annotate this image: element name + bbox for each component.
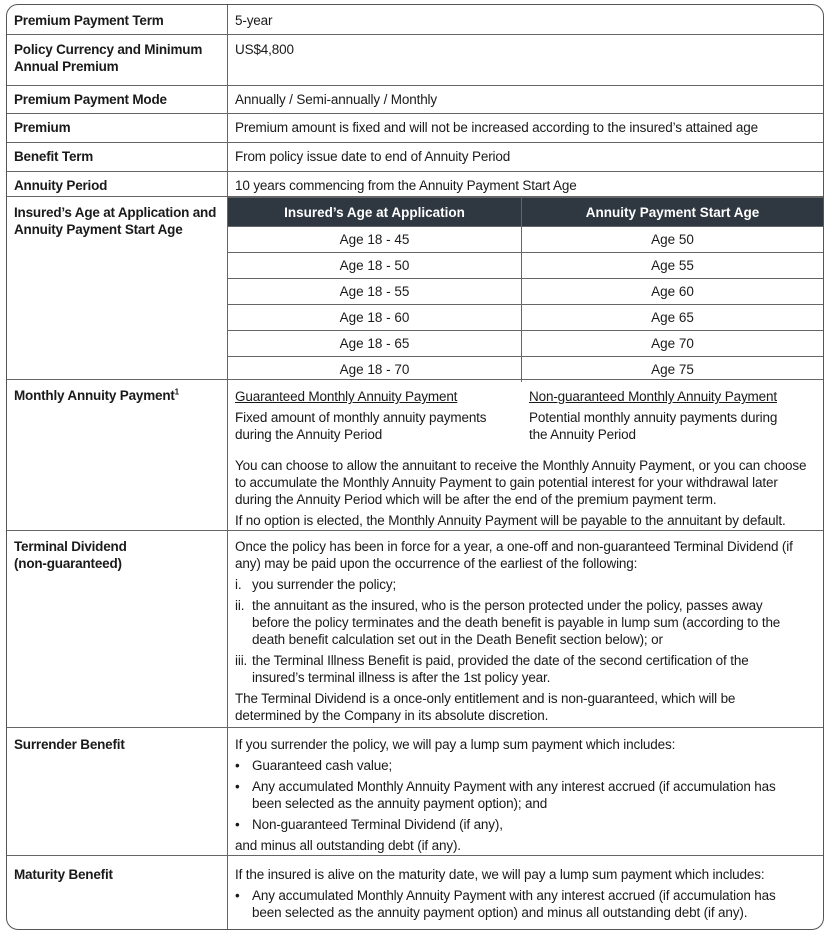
row-value: If the insured is alive on the maturity date, we will pay a lump sum payment which includes: • Any accumulated Monthly Annuity Payment with any interest accrued (if accumulation has been selected as the annuity payment option) and minus all outstanding debt (if any). <box>235 866 809 921</box>
dividend-conditions-list <box>235 576 809 686</box>
table-cell: Age 70 <box>522 331 824 357</box>
row-value: US$4,800 <box>235 42 294 57</box>
row-annuity-period <box>7 172 823 197</box>
table-cell: Age 60 <box>522 279 824 305</box>
annuity-option-text: You can choose to allow the annuitant to receive the Monthly Annuity Payment, or you can choose to accumulate the Monthly Annuity Payment to gain potential interest for your withdrawal later during the Annuity Period which will be after the end of the premium payment term. If no option is elected, the Monthly Annuity Payment will be payable to the annuitant by default. <box>235 458 807 528</box>
table-cell: Age 18 - 45 <box>228 227 522 253</box>
table-cell: Age 18 - 65 <box>228 331 522 357</box>
bullet: • <box>235 888 240 903</box>
table-row <box>228 331 824 357</box>
product-summary-table <box>6 4 824 930</box>
table-row <box>228 227 824 253</box>
row-maturity-benefit <box>7 856 823 930</box>
row-value: If you surrender the policy, we will pay a lump sum payment which includes: • Guaranteed cash value; • Any accumulated Monthly Annuity Payment with any interest accrued (if accumulation has been selected as the annuity payment option); and • Non-guaranteed Terminal Dividend (if any), and minus all outstanding debt (if any). <box>235 736 809 854</box>
row-monthly-annuity-payment <box>7 380 823 531</box>
list-item: ii. the annuitant as the insured, who is the person protected under the policy, passes away before the policy terminates and the death benefit is payable in lump sum (according to the death benefit calculation set out in the Death Benefit section below); or <box>235 598 781 647</box>
row-value: Once the policy has been in force for a year, a one-off and non-guaranteed Terminal Dividend (if any) may be paid upon the occurrence of the earliest of the following: i. you surrender the policy; ii. the annuitant as the insured, who is the person protected under the policy, passes away before the policy terminates and the death benefit is payable in lump sum (according to the death benefit calculation set out in the Death Benefit section below); or iii. the Terminal Illness Benefit is paid, provided the date of the second certification of the insured’s terminal illness is after the 1st policy year. The Terminal Dividend is a once-only entitlement and is non-guaranteed, which will be determined by the Company in its absolute discretion. <box>235 538 809 724</box>
table-cell: Age 18 - 50 <box>228 253 522 279</box>
surrender-items-list <box>235 757 809 833</box>
guaranteed-title: Guaranteed Monthly Annuity Payment <box>235 389 458 404</box>
table-cell: Age 18 - 60 <box>228 305 522 331</box>
table-row <box>228 253 824 279</box>
list-item: • Guaranteed cash value; <box>235 758 393 773</box>
row-policy-currency <box>7 35 823 86</box>
column-header: Insured’s Age at Application <box>228 198 522 227</box>
row-label: Annuity Period <box>14 178 108 193</box>
row-label: Premium Payment Term <box>14 13 164 28</box>
table-row <box>228 305 824 331</box>
row-label: Terminal Dividend (non-guaranteed) <box>14 539 127 571</box>
row-terminal-dividend <box>7 531 823 728</box>
guaranteed-column: Guaranteed Monthly Annuity Payment Fixed amount of monthly annuity payments during the Annuity Period <box>235 388 505 443</box>
nonguaranteed-title: Non-guaranteed Monthly Annuity Payment <box>529 389 777 404</box>
list-item: i. you surrender the policy; <box>235 577 397 592</box>
row-value: Annually / Semi-annually / Monthly <box>235 92 438 107</box>
list-item: • Any accumulated Monthly Annuity Payment with any interest accrued (if accumulation has been selected as the annuity payment option) and minus all outstanding debt (if any). <box>235 888 776 920</box>
row-label: Maturity Benefit <box>14 867 113 882</box>
row-label: Premium Payment Mode <box>14 92 167 107</box>
row-premium-payment-mode <box>7 86 823 114</box>
bullet: • <box>235 758 240 773</box>
column-header: Annuity Payment Start Age <box>522 198 824 227</box>
table-cell: Age 55 <box>522 253 824 279</box>
row-value: From policy issue date to end of Annuity Period <box>235 149 511 164</box>
row-label: Policy Currency and Minimum Annual Premium <box>14 42 203 74</box>
row-premium-payment-term <box>7 5 823 35</box>
table-cell: Age 18 - 70 <box>228 357 522 383</box>
row-label: Insured’s Age at Application and Annuity Payment Start Age <box>14 205 217 237</box>
row-label: Surrender Benefit <box>14 737 125 752</box>
maturity-items-list <box>235 887 809 921</box>
nonguaranteed-column: Non-guaranteed Monthly Annuity Payment Potential monthly annuity payments during the Annuity Period <box>529 388 809 443</box>
row-benefit-term <box>7 143 823 172</box>
list-item: iii. the Terminal Illness Benefit is paid, provided the date of the second certification of the insured’s terminal illness is after the 1st policy year. <box>235 653 749 685</box>
row-premium <box>7 114 823 143</box>
row-value: 5-year <box>235 13 273 28</box>
row-value: Premium amount is fixed and will not be increased according to the insured’s attained age <box>235 120 758 135</box>
table-cell: Age 65 <box>522 305 824 331</box>
table-row <box>228 279 824 305</box>
list-item: • Any accumulated Monthly Annuity Payment with any interest accrued (if accumulation has been selected as the annuity payment option); and <box>235 779 776 811</box>
footnote-marker: 1 <box>174 387 179 397</box>
list-item: • Non-guaranteed Terminal Dividend (if any), <box>235 817 503 832</box>
table-cell: Age 75 <box>522 357 824 383</box>
age-table <box>227 197 824 382</box>
row-label: Monthly Annuity Payment$^1$ <box>14 387 179 403</box>
row-label: Premium <box>14 120 71 135</box>
age-table-header <box>228 198 824 227</box>
bullet: • <box>235 779 240 794</box>
row-label: Benefit Term <box>14 149 94 164</box>
bullet: • <box>235 817 240 832</box>
table-row <box>228 357 824 383</box>
table-cell: Age 50 <box>522 227 824 253</box>
row-surrender-benefit <box>7 728 823 856</box>
row-value: 10 years commencing from the Annuity Payment Start Age <box>235 178 577 193</box>
table-cell: Age 18 - 55 <box>228 279 522 305</box>
row-age-table <box>7 197 823 380</box>
